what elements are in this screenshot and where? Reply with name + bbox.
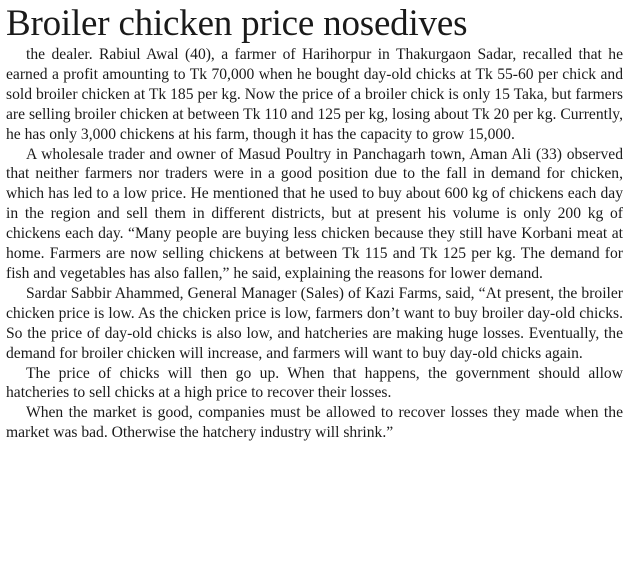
article-paragraph-5: When the market is good, companies must be allowed to recover losses they made when the market was bad. Otherwise the hatchery industry will shrink.” (6, 404, 623, 442)
article-paragraph-4: The price of chicks will then go up. When that happens, the government should allow hatcheries to sell chicks at a high price to recover their losses. (6, 364, 623, 402)
article-headline: Broiler chicken price nosedives (6, 3, 468, 44)
article-body (6, 45, 623, 443)
article-paragraph-3: Sardar Sabbir Ahammed, General Manager (Sales) of Kazi Farms, said, “At present, the broiler chicken price is low. As the chicken price is low, farmers don’t want to buy broiler day-old chicks. So the price of day-old chicks is also low, and hatcheries are making huge losses. Eventually, the demand for broiler chicken will increase, and farmers will want to buy day-old chicks again. (6, 284, 623, 362)
article-paragraph-2: A wholesale trader and owner of Masud Poultry in Panchagarh town, Aman Ali (33) observed that neither farmers nor traders were in a good position due to the fall in demand for chicken, which has led to a low price. He mentioned that he used to buy about 600 kg of chickens each day in the region and sell them in different districts, but at present his volume is only 200 kg of chickens each day. “Many people are buying less chicken because they still have Korbani meat at home. Farmers are now selling chickens at between Tk 115 and Tk 125 per kg. The demand for fish and vegetables has also fallen,” he said, explaining the reasons for lower demand. (6, 145, 623, 282)
article-paragraph-1: the dealer. Rabiul Awal (40), a farmer of Harihorpur in Thakurgaon Sadar, recalled that he earned a profit amounting to Tk 70,000 when he bought day-old chicks at Tk 55-60 per chick and sold broiler chicken at Tk 185 per kg. Now the price of a broiler chick is only 15 Taka, but farmers are selling broiler chicken at between Tk 110 and 125 per kg, losing about Tk 20 per kg. Currently, he has only 3,000 chickens at his farm, though it has the capacity to grow 15,000. (6, 46, 623, 143)
news-article (6, 4, 623, 443)
